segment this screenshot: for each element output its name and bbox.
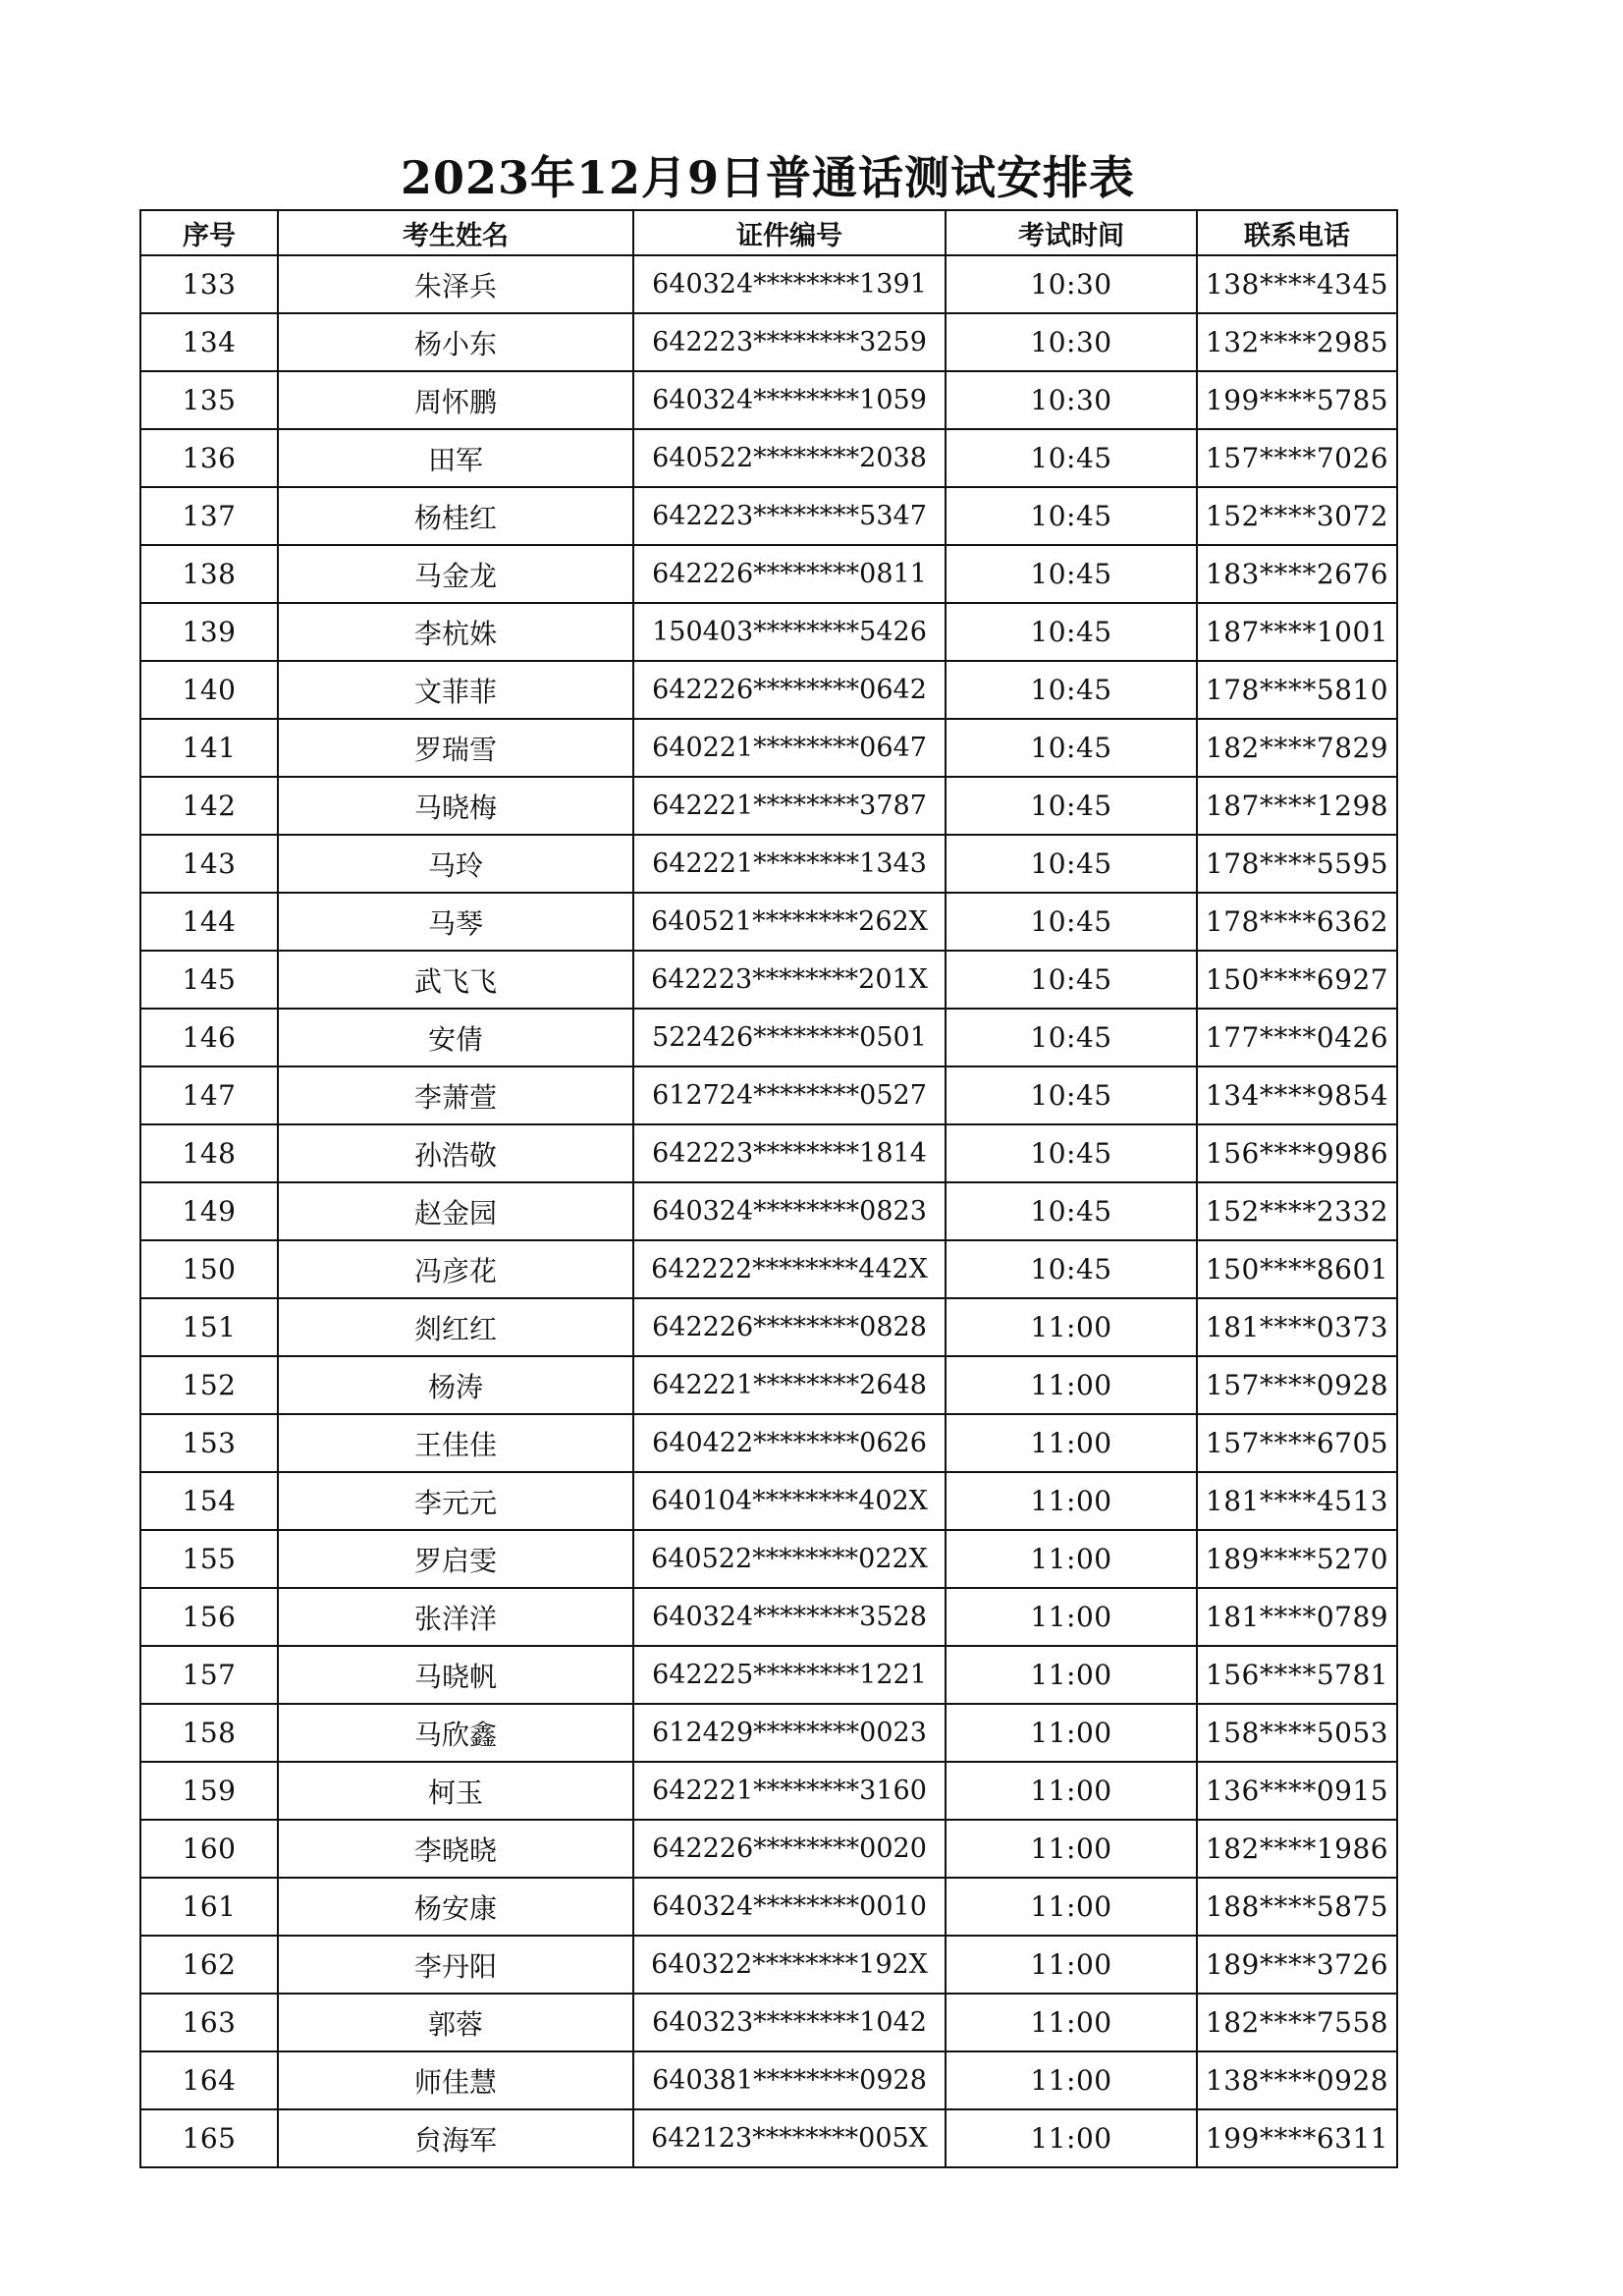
cell-id-number: 642223********201X [633, 951, 946, 1009]
cell-phone: 182****7558 [1197, 1994, 1397, 2051]
cell-id-number: 640104********402X [633, 1472, 946, 1530]
cell-name: 冯彦花 [278, 1240, 633, 1298]
cell-name: 张洋洋 [278, 1588, 633, 1646]
table-row [140, 1472, 1397, 1530]
header-seq: 序号 [140, 210, 278, 255]
cell-name: 杨安康 [278, 1878, 633, 1936]
cell-exam-time: 10:45 [946, 429, 1197, 487]
cell-seq: 160 [140, 1820, 278, 1878]
cell-phone: 150****6927 [1197, 951, 1397, 1009]
cell-phone: 199****5785 [1197, 371, 1397, 429]
cell-exam-time: 10:45 [946, 777, 1197, 835]
cell-seq: 148 [140, 1124, 278, 1182]
cell-id-number: 640221********0647 [633, 719, 946, 777]
cell-id-number: 642226********0020 [633, 1820, 946, 1878]
cell-id-number: 640322********192X [633, 1936, 946, 1994]
cell-id-number: 640422********0626 [633, 1414, 946, 1472]
cell-name: 李元元 [278, 1472, 633, 1530]
header-exam-time: 考试时间 [946, 210, 1197, 255]
cell-seq: 145 [140, 951, 278, 1009]
cell-phone: 187****1001 [1197, 603, 1397, 661]
cell-name: 朱泽兵 [278, 255, 633, 313]
table-row [140, 719, 1397, 777]
cell-phone: 136****0915 [1197, 1762, 1397, 1820]
cell-name: 周怀鹏 [278, 371, 633, 429]
table-row [140, 893, 1397, 951]
cell-id-number: 612429********0023 [633, 1704, 946, 1762]
cell-phone: 152****3072 [1197, 487, 1397, 545]
page-title: 2023年12月9日普通话测试安排表 [400, 151, 1136, 204]
cell-phone: 157****0928 [1197, 1356, 1397, 1414]
cell-seq: 134 [140, 313, 278, 371]
table-row [140, 1414, 1397, 1472]
cell-seq: 157 [140, 1646, 278, 1704]
cell-seq: 151 [140, 1298, 278, 1356]
cell-name: 马晓梅 [278, 777, 633, 835]
schedule-table [139, 209, 1398, 2168]
cell-seq: 156 [140, 1588, 278, 1646]
cell-seq: 161 [140, 1878, 278, 1936]
cell-name: 师佳慧 [278, 2051, 633, 2109]
cell-phone: 132****2985 [1197, 313, 1397, 371]
table-row [140, 1820, 1397, 1878]
cell-phone: 181****0373 [1197, 1298, 1397, 1356]
cell-phone: 138****4345 [1197, 255, 1397, 313]
table-row [140, 429, 1397, 487]
cell-name: 李杭姝 [278, 603, 633, 661]
cell-phone: 150****8601 [1197, 1240, 1397, 1298]
cell-phone: 189****3726 [1197, 1936, 1397, 1994]
cell-name: 李萧萱 [278, 1066, 633, 1124]
cell-name: 贠海军 [278, 2109, 633, 2167]
cell-name: 马琴 [278, 893, 633, 951]
table-row [140, 313, 1397, 371]
cell-exam-time: 11:00 [946, 1530, 1197, 1588]
cell-exam-time: 10:30 [946, 255, 1197, 313]
table-row [140, 487, 1397, 545]
table-row [140, 1646, 1397, 1704]
table-row [140, 255, 1397, 313]
cell-id-number: 642221********2648 [633, 1356, 946, 1414]
cell-exam-time: 10:45 [946, 1182, 1197, 1240]
cell-name: 李晓晓 [278, 1820, 633, 1878]
table-row [140, 603, 1397, 661]
cell-phone: 189****5270 [1197, 1530, 1397, 1588]
table-row [140, 1994, 1397, 2051]
cell-phone: 178****5595 [1197, 835, 1397, 893]
table-row [140, 777, 1397, 835]
cell-name: 王佳佳 [278, 1414, 633, 1472]
cell-name: 马欣鑫 [278, 1704, 633, 1762]
cell-seq: 164 [140, 2051, 278, 2109]
cell-seq: 136 [140, 429, 278, 487]
cell-exam-time: 11:00 [946, 1588, 1197, 1646]
cell-seq: 154 [140, 1472, 278, 1530]
cell-id-number: 522426********0501 [633, 1009, 946, 1066]
cell-phone: 181****4513 [1197, 1472, 1397, 1530]
cell-name: 文菲菲 [278, 661, 633, 719]
cell-phone: 183****2676 [1197, 545, 1397, 603]
cell-seq: 165 [140, 2109, 278, 2167]
cell-exam-time: 10:30 [946, 313, 1197, 371]
header-name: 考生姓名 [278, 210, 633, 255]
cell-name: 田军 [278, 429, 633, 487]
cell-exam-time: 11:00 [946, 1704, 1197, 1762]
cell-id-number: 612724********0527 [633, 1066, 946, 1124]
table-row [140, 2109, 1397, 2167]
table-row [140, 951, 1397, 1009]
table-row [140, 545, 1397, 603]
cell-phone: 182****1986 [1197, 1820, 1397, 1878]
cell-id-number: 642226********0828 [633, 1298, 946, 1356]
cell-id-number: 642226********0642 [633, 661, 946, 719]
cell-name: 杨小东 [278, 313, 633, 371]
cell-id-number: 640324********1391 [633, 255, 946, 313]
cell-seq: 138 [140, 545, 278, 603]
cell-id-number: 150403********5426 [633, 603, 946, 661]
table-body [140, 255, 1397, 2167]
cell-id-number: 642123********005X [633, 2109, 946, 2167]
cell-id-number: 640522********022X [633, 1530, 946, 1588]
cell-exam-time: 11:00 [946, 1472, 1197, 1530]
cell-exam-time: 11:00 [946, 2051, 1197, 2109]
cell-id-number: 640522********2038 [633, 429, 946, 487]
cell-seq: 146 [140, 1009, 278, 1066]
table-row [140, 1704, 1397, 1762]
cell-phone: 178****5810 [1197, 661, 1397, 719]
cell-exam-time: 10:45 [946, 719, 1197, 777]
table-row [140, 1124, 1397, 1182]
cell-exam-time: 10:45 [946, 893, 1197, 951]
cell-phone: 157****7026 [1197, 429, 1397, 487]
cell-seq: 153 [140, 1414, 278, 1472]
cell-name: 剡红红 [278, 1298, 633, 1356]
cell-seq: 135 [140, 371, 278, 429]
cell-id-number: 642223********1814 [633, 1124, 946, 1182]
cell-exam-time: 10:45 [946, 1240, 1197, 1298]
cell-exam-time: 10:45 [946, 603, 1197, 661]
cell-exam-time: 10:45 [946, 545, 1197, 603]
cell-seq: 147 [140, 1066, 278, 1124]
cell-exam-time: 11:00 [946, 1878, 1197, 1936]
cell-seq: 149 [140, 1182, 278, 1240]
cell-name: 孙浩敬 [278, 1124, 633, 1182]
cell-seq: 143 [140, 835, 278, 893]
cell-exam-time: 11:00 [946, 1414, 1197, 1472]
cell-name: 柯玉 [278, 1762, 633, 1820]
table-row [140, 1298, 1397, 1356]
cell-name: 马金龙 [278, 545, 633, 603]
cell-name: 赵金园 [278, 1182, 633, 1240]
cell-phone: 157****6705 [1197, 1414, 1397, 1472]
cell-seq: 152 [140, 1356, 278, 1414]
table-row [140, 1009, 1397, 1066]
cell-exam-time: 10:45 [946, 835, 1197, 893]
header-id-number: 证件编号 [633, 210, 946, 255]
cell-id-number: 642221********3160 [633, 1762, 946, 1820]
cell-id-number: 640324********0010 [633, 1878, 946, 1936]
cell-id-number: 640521********262X [633, 893, 946, 951]
table-header [140, 210, 1397, 255]
cell-seq: 159 [140, 1762, 278, 1820]
cell-phone: 177****0426 [1197, 1009, 1397, 1066]
cell-exam-time: 10:45 [946, 487, 1197, 545]
header-phone: 联系电话 [1197, 210, 1397, 255]
cell-seq: 142 [140, 777, 278, 835]
cell-seq: 141 [140, 719, 278, 777]
cell-phone: 156****5781 [1197, 1646, 1397, 1704]
cell-name: 马玲 [278, 835, 633, 893]
cell-name: 李丹阳 [278, 1936, 633, 1994]
header-row [140, 210, 1397, 255]
cell-seq: 158 [140, 1704, 278, 1762]
cell-id-number: 642221********1343 [633, 835, 946, 893]
cell-phone: 182****7829 [1197, 719, 1397, 777]
cell-phone: 188****5875 [1197, 1878, 1397, 1936]
cell-id-number: 642221********3787 [633, 777, 946, 835]
cell-exam-time: 10:45 [946, 951, 1197, 1009]
cell-exam-time: 10:45 [946, 1009, 1197, 1066]
table-row [140, 1530, 1397, 1588]
cell-name: 杨涛 [278, 1356, 633, 1414]
cell-name: 杨桂红 [278, 487, 633, 545]
cell-id-number: 640324********1059 [633, 371, 946, 429]
table-row [140, 835, 1397, 893]
cell-exam-time: 10:45 [946, 1066, 1197, 1124]
table-row [140, 1182, 1397, 1240]
cell-phone: 156****9986 [1197, 1124, 1397, 1182]
cell-phone: 158****5053 [1197, 1704, 1397, 1762]
cell-exam-time: 11:00 [946, 1356, 1197, 1414]
cell-exam-time: 11:00 [946, 2109, 1197, 2167]
cell-name: 马晓帆 [278, 1646, 633, 1704]
cell-id-number: 640323********1042 [633, 1994, 946, 2051]
table-row [140, 1588, 1397, 1646]
cell-id-number: 642222********442X [633, 1240, 946, 1298]
cell-exam-time: 11:00 [946, 1298, 1197, 1356]
cell-seq: 162 [140, 1936, 278, 1994]
cell-id-number: 642223********3259 [633, 313, 946, 371]
cell-id-number: 642223********5347 [633, 487, 946, 545]
cell-id-number: 642226********0811 [633, 545, 946, 603]
cell-seq: 133 [140, 255, 278, 313]
table-row [140, 1240, 1397, 1298]
table-row [140, 1878, 1397, 1936]
cell-exam-time: 11:00 [946, 1820, 1197, 1878]
cell-seq: 144 [140, 893, 278, 951]
cell-seq: 150 [140, 1240, 278, 1298]
cell-name: 安倩 [278, 1009, 633, 1066]
cell-phone: 181****0789 [1197, 1588, 1397, 1646]
cell-phone: 152****2332 [1197, 1182, 1397, 1240]
table-row [140, 1762, 1397, 1820]
cell-id-number: 640324********3528 [633, 1588, 946, 1646]
cell-name: 郭蓉 [278, 1994, 633, 2051]
cell-exam-time: 10:45 [946, 661, 1197, 719]
table-row [140, 371, 1397, 429]
cell-phone: 178****6362 [1197, 893, 1397, 951]
cell-seq: 140 [140, 661, 278, 719]
cell-phone: 187****1298 [1197, 777, 1397, 835]
cell-name: 罗瑞雪 [278, 719, 633, 777]
cell-exam-time: 11:00 [946, 1994, 1197, 2051]
cell-exam-time: 11:00 [946, 1646, 1197, 1704]
cell-exam-time: 10:45 [946, 1124, 1197, 1182]
table-row [140, 1936, 1397, 1994]
table-row [140, 1356, 1397, 1414]
cell-id-number: 640381********0928 [633, 2051, 946, 2109]
cell-seq: 137 [140, 487, 278, 545]
cell-seq: 155 [140, 1530, 278, 1588]
cell-exam-time: 11:00 [946, 1762, 1197, 1820]
table-row [140, 1066, 1397, 1124]
cell-phone: 199****6311 [1197, 2109, 1397, 2167]
table-row [140, 2051, 1397, 2109]
cell-id-number: 640324********0823 [633, 1182, 946, 1240]
cell-name: 武飞飞 [278, 951, 633, 1009]
cell-id-number: 642225********1221 [633, 1646, 946, 1704]
cell-exam-time: 11:00 [946, 1936, 1197, 1994]
cell-phone: 138****0928 [1197, 2051, 1397, 2109]
cell-exam-time: 10:30 [946, 371, 1197, 429]
cell-seq: 139 [140, 603, 278, 661]
cell-name: 罗启雯 [278, 1530, 633, 1588]
cell-seq: 163 [140, 1994, 278, 2051]
table-row [140, 661, 1397, 719]
cell-phone: 134****9854 [1197, 1066, 1397, 1124]
